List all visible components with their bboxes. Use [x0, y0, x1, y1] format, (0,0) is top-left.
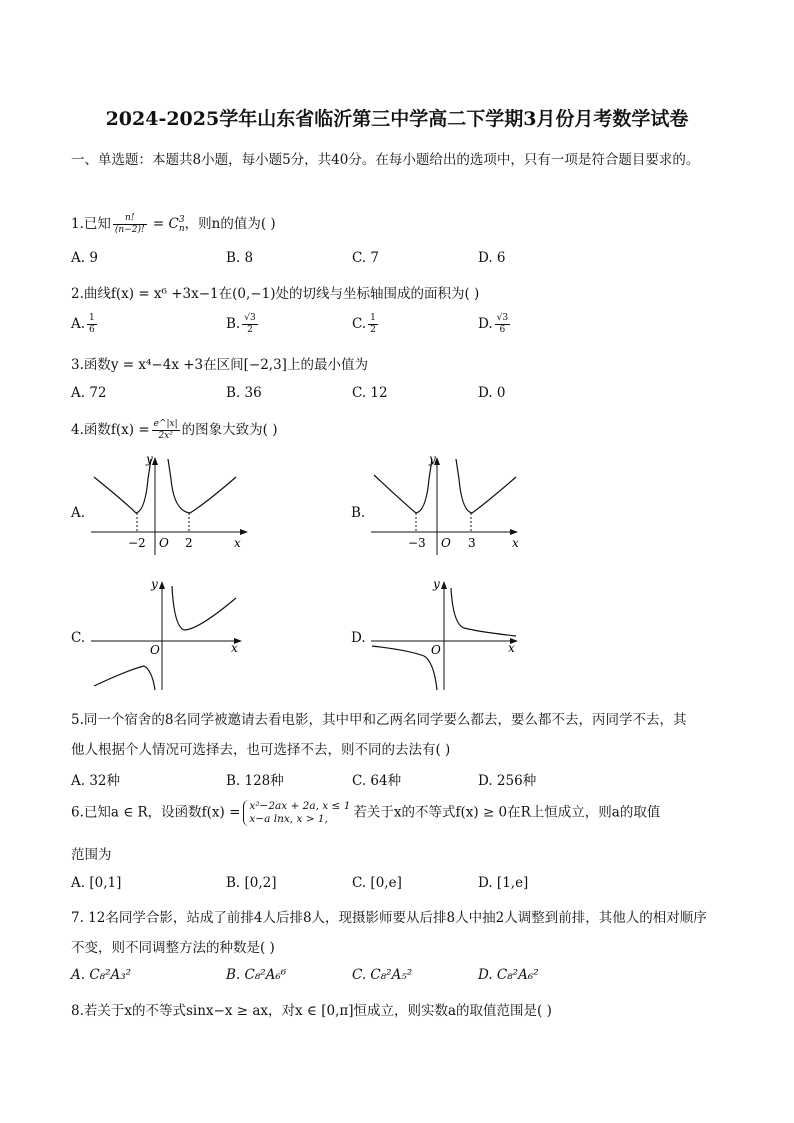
graph-d-right-curve — [451, 588, 516, 636]
q2-option-b — [226, 313, 260, 336]
graph-c — [88, 578, 258, 693]
q6-option-d: D. [1,e] — [478, 875, 529, 891]
question-8: 8.若关于x的不等式sinx−x ≥ ax，对x ∈ [0,π]恒成立，则实数a的取值范围是( ) — [71, 1003, 552, 1019]
q5-option-b: B. 128种 — [226, 773, 284, 789]
q1-option-a: A. 9 — [71, 250, 98, 266]
q6-option-a: A. [0,1] — [71, 875, 122, 891]
q1-eq: = C — [148, 216, 179, 232]
q7-option-b: B. C₈²A₆⁶ — [226, 967, 287, 983]
q7-option-d: D. C₈²A₆² — [478, 967, 539, 983]
graph-c-left-curve — [94, 666, 155, 690]
question-3: 3.函数y = x⁴−4x +3在区间[−2,3]上的最小值为 — [71, 357, 368, 373]
graph-a-left-curve — [94, 459, 151, 513]
q2-option-d — [478, 313, 512, 336]
graph-b-x-arrow — [510, 529, 518, 535]
q4-option-b: B. — [351, 505, 366, 521]
question-7-line-1: 7. 12名同学合影，站成了前排4人后排8人，现摄影师要从后排8人中抽2人调整到前排，其他人的相对顺序 — [71, 910, 707, 926]
q2-d-num: √3 — [496, 313, 509, 323]
q2-d-label: D. — [478, 316, 493, 332]
q2-a-label: A. — [71, 316, 86, 332]
q1-prefix: 1.已知 — [71, 216, 111, 232]
q6-option-b: B. [0,2] — [226, 875, 277, 891]
q2-d-frac — [495, 313, 510, 336]
question-6-line-2: 范围为 — [71, 847, 112, 863]
q2-a-frac — [87, 313, 97, 336]
q2-c-den: 2 — [370, 325, 376, 335]
q1-option-b: B. 8 — [226, 250, 254, 266]
graph-a-y-label: y — [146, 455, 153, 466]
graph-b-tick-pos: 3 — [468, 536, 476, 550]
q1-frac-num: n! — [113, 213, 147, 225]
q1-tail: ，则n的值为( ) — [184, 216, 276, 232]
question-7-line-2: 不变，则不同调整方法的种数是( ) — [71, 940, 275, 956]
q4-prefix: 4.函数f(x) = — [71, 422, 150, 438]
q2-option-a — [71, 313, 99, 336]
q1-sub: n — [178, 223, 185, 234]
graph-a-tick-neg: −2 — [128, 536, 146, 550]
graph-d-x-label: x — [508, 641, 515, 655]
q4-option-c: C. — [71, 630, 86, 646]
graph-d-y-label: y — [433, 578, 440, 591]
graph-a — [88, 455, 258, 555]
graph-c-origin: O — [150, 643, 160, 657]
graph-a-y-arrow — [152, 457, 158, 465]
graph-b — [368, 455, 538, 555]
graph-b-x-label: x — [512, 536, 519, 550]
graph-c-right-curve — [172, 586, 236, 630]
q2-c-label: C. — [352, 316, 367, 332]
q5-option-c: C. 64种 — [352, 773, 402, 789]
graph-a-origin: O — [159, 536, 169, 550]
graph-b-left-curve — [374, 459, 432, 513]
graph-a-tick-pos: 2 — [185, 536, 193, 550]
q2-c-num: 1 — [370, 313, 376, 323]
q4-fraction — [152, 419, 180, 442]
q2-b-label: B. — [226, 316, 241, 332]
q3-option-b: B. 36 — [226, 385, 262, 401]
question-1 — [71, 212, 276, 236]
graph-c-y-label: y — [151, 578, 158, 591]
graph-c-x-label: x — [231, 641, 238, 655]
q6-case-1: x²−2ax + 2a, x ≤ 1 — [249, 800, 351, 812]
q5-option-d: D. 256种 — [478, 773, 537, 789]
q6-piecewise — [243, 800, 350, 826]
graph-a-right-curve — [168, 459, 236, 513]
q2-a-den: 6 — [89, 325, 95, 335]
q2-b-num: √3 — [244, 313, 256, 323]
q5-option-a: A. 32种 — [71, 773, 121, 789]
page-title: 2024-2025学年山东省临沂第三中学高二下学期3月份月考数学试卷 — [105, 108, 689, 130]
graph-b-tick-neg: −3 — [408, 536, 426, 550]
q1-sup: 3 — [178, 214, 185, 225]
q4-tail: 的图象大致为( ) — [181, 422, 278, 438]
q7-option-c: C. C₈²A₅² — [352, 967, 413, 983]
q1-option-d: D. 6 — [478, 250, 506, 266]
q1-option-c: C. 7 — [352, 250, 380, 266]
q3-option-d: D. 0 — [478, 385, 506, 401]
q2-c-frac — [368, 313, 378, 336]
q2-b-den: 2 — [247, 325, 253, 335]
q2-a-num: 1 — [89, 313, 95, 323]
graph-c-y-arrow — [159, 581, 165, 589]
q2-d-den: 6 — [499, 325, 506, 335]
graph-d — [368, 578, 538, 693]
q3-option-a: A. 72 — [71, 385, 107, 401]
graph-b-right-curve — [456, 459, 516, 513]
graph-a-x-label: x — [234, 536, 241, 550]
q6-case-2: x−a lnx, x > 1, — [249, 813, 328, 825]
question-5-line-2: 他人根据个人情况可选择去，也可选择不去，则不同的去法有( ) — [71, 742, 451, 758]
graph-d-y-arrow — [441, 581, 447, 589]
q3-option-c: C. 12 — [352, 385, 388, 401]
q7-option-a: A. C₈²A₃² — [71, 967, 132, 983]
q1-frac-den: (n−2)! — [114, 225, 145, 235]
q6-tail: 若关于x的不等式f(x) ≥ 0在R上恒成立，则a的取值 — [353, 804, 661, 821]
q4-frac-den: 2x² — [158, 431, 173, 441]
question-6-line-1 — [71, 800, 660, 826]
graph-d-left-curve — [372, 646, 437, 690]
q6-prefix: 6.已知a ∈ R，设函数f(x) = — [71, 804, 241, 821]
graph-b-y-label: y — [429, 455, 436, 466]
q4-frac-num: e^|x| — [153, 419, 178, 429]
section-heading: 一、单选题：本题共8小题，每小题5分，共40分。在每小题给出的选项中，只有一项是符合题目要求的。 — [71, 152, 700, 168]
question-4 — [71, 418, 277, 442]
graph-a-x-arrow — [240, 529, 248, 535]
q1-fraction — [113, 213, 147, 236]
q4-option-d: D. — [351, 630, 366, 646]
graph-b-origin: O — [441, 536, 451, 550]
question-2: 2.曲线f(x) = x⁶ +3x−1在(0,−1)处的切线与坐标轴围成的面积为( ) — [71, 286, 480, 302]
q2-option-c — [352, 313, 380, 336]
q2-b-frac — [242, 313, 257, 336]
question-5-line-1: 5.同一个宿舍的8名同学被邀请去看电影，其中甲和乙两名同学要么都去，要么都不去，丙同学不去，其 — [71, 712, 687, 728]
graph-d-origin: O — [431, 643, 441, 657]
q6-option-c: C. [0,e] — [352, 875, 402, 891]
q4-option-a: A. — [71, 505, 86, 521]
